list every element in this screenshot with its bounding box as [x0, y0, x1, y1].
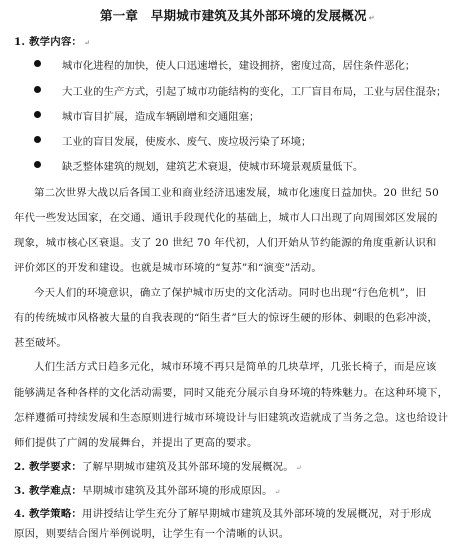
bullet-text: 大工业的生产方式，引起了城市功能结构的变化，工厂盲目布局，工业与居住混杂； — [62, 86, 447, 98]
bullet-icon — [34, 111, 41, 118]
paragraph-line: 第二次世界大战以后各国工业和商业经济迅速发展，城市化速度日益加快。20 世纪 50 — [34, 187, 439, 199]
bullet-icon — [34, 136, 41, 143]
teaching-requirement: 2. 教学要求：了解早期城市建筑及其外部环境的发展概况。 ↵ — [14, 461, 302, 473]
paragraph-line: 现象，城市核心区衰退。支了 20 世纪 70 年代初，人们开始从节约能源的角度重新认识和 — [14, 237, 437, 249]
chapter-title: 第一章 早期城市建筑及其外部环境的发展概况 ↵ — [100, 8, 375, 23]
bullet-text: 城市盲目扩展，造成车辆剧增和交通阻塞； — [62, 111, 260, 123]
paragraph-line: 师们提供了广阔的发展舞台，并提出了更高的要求。 — [14, 437, 258, 449]
paragraph-line: 人们生活方式日趋多元化，城市环境不再只是简单的几块草坪，几张长椅子，而是应该 — [34, 361, 437, 373]
paragraph-line: 有的传统城市风格被大量的自我表现的“陌生者”巨大的惊讶生硬的形体、刺眼的色彩冲淡， — [14, 312, 439, 324]
bullet-icon — [34, 161, 41, 168]
paragraph-line: 怎样遵循可持续发展和生态原则进行城市环境设计与旧建筑改造就成了当务之急。这也给设计 — [14, 412, 449, 424]
bullet-text: 工业的盲目发展，使废水、废气、废垃圾污染了环境； — [62, 136, 312, 148]
bullet-text: 城市化进程的加快，使人口迅速增长，建设拥挤，密度过高，居住条件恶化； — [62, 60, 416, 72]
paragraph-line: 甚至破坏。 — [14, 337, 67, 349]
bullet-text: 缺乏整体建筑的规划，建筑艺术衰退，使城市环境景观质量低下。 — [62, 161, 364, 173]
teaching-content-heading: 1. 教学内容： ↵ — [14, 36, 91, 48]
teaching-strategy: 4. 教学策略：用讲授结让学生充分了解早期城市建筑及其外部环境的发展概况，对于形成 — [14, 508, 432, 520]
paragraph-line: 能够满足各种各样的文化活动需要，同时又能充分展示自身环境的特殊魅力。在这种环境下， — [14, 387, 449, 399]
paragraph-line: 年代一些发达国家，在交通、通讯手段现代化的基础上，城市人口出现了向周围郊区发展的 — [14, 212, 438, 224]
bullet-icon — [34, 86, 41, 93]
paragraph-line: 原因，则要结合图片举例说明，让学生有一个清晰的认识。 — [14, 528, 290, 540]
paragraph-line: 今天人们的环境意识，确立了保护城市历史的文化活动。同时也出现“行色危机”，旧 — [34, 287, 427, 299]
bullet-icon — [34, 60, 41, 67]
teaching-difficulty: 3. 教学难点：早期城市建筑及其外部环境的形成原因。 ↵ — [14, 485, 281, 497]
paragraph-line: 评价郊区的开发和建设。也就是城市环境的“复苏”和“演变”活动。 — [14, 262, 322, 274]
